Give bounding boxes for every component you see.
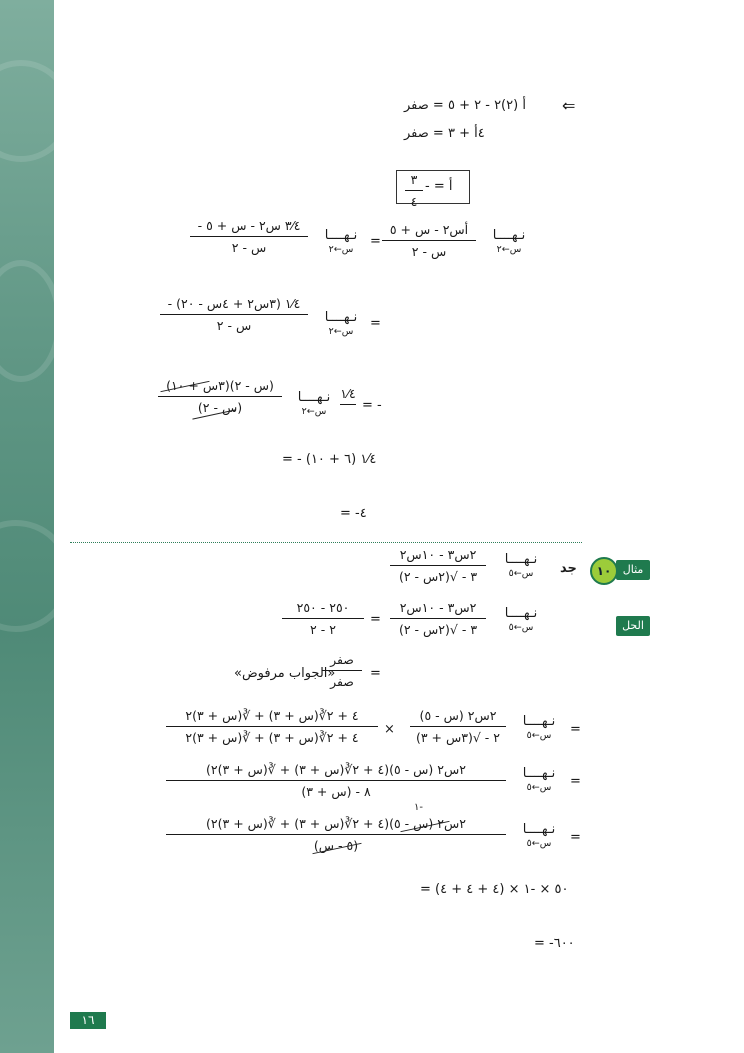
boxed-answer <box>396 170 470 209</box>
fraction-denominator: ٨ - (س + ٣) <box>301 784 371 799</box>
implication-arrow: ⇐ <box>562 96 576 115</box>
limit-symbol <box>316 310 366 337</box>
equals-sign: = <box>370 234 381 249</box>
limit-subscript: س←٥ <box>526 782 552 793</box>
limit-word: نـهــــا <box>522 714 556 729</box>
equals-minus: = - <box>362 398 382 413</box>
section-divider <box>70 542 582 543</box>
fraction-numerator: ٢٥٠ - ٢٥٠ <box>282 600 364 619</box>
limit-symbol <box>496 606 546 633</box>
fraction <box>382 222 476 259</box>
equals-sign: = <box>370 666 381 681</box>
fraction-denominator: س - ٢ <box>216 318 252 333</box>
equals-sign: = <box>370 316 381 331</box>
limit-symbol <box>514 714 564 741</box>
limit-word: نـهــــا <box>522 822 556 837</box>
fraction-numerator: ٢س٣ - ١٠س٢ <box>390 547 486 566</box>
fraction-denominator: (س - ٢) <box>197 400 243 415</box>
equation-line: أ (٢)٢ - ٢ + ٥ = صفر <box>404 98 526 113</box>
fraction-numerator: ٢س٢ (س - ٥) <box>410 708 506 727</box>
limit-word: نـهــــا <box>324 310 358 325</box>
fraction-numerator: - ١⁄٤ (٣س٢ + ٤س - ٢٠) <box>160 292 308 315</box>
limit-word: نـهــــا <box>324 228 358 243</box>
equals-sign: = <box>370 612 381 627</box>
cancel-mark: ١- <box>414 802 423 813</box>
fraction <box>282 600 364 637</box>
fraction <box>160 292 308 333</box>
fraction-denominator: (٥ - س) <box>313 838 359 853</box>
fraction <box>158 378 282 415</box>
sidebar-ring-decoration <box>0 520 72 632</box>
boxed-fraction <box>405 172 423 209</box>
limit-subscript: س←٥ <box>526 730 552 741</box>
limit-subscript: س←٥ <box>508 622 534 633</box>
solution-badge: الحل <box>616 616 650 636</box>
fraction-numerator: ٣ <box>405 172 423 191</box>
fraction <box>190 214 308 255</box>
equation-line: = -٤ <box>340 506 367 521</box>
page-number: ١٦ <box>70 1012 106 1029</box>
fraction-numerator: ٢س٢ (س - ٥)(٤ + ٢∛(س + ٣) + ∛(س + ٣)٢) <box>166 816 506 835</box>
example-badge: مثال <box>616 560 650 580</box>
find-label: جد <box>560 561 577 576</box>
limit-subscript: س←٢ <box>496 244 522 255</box>
fraction-numerator: ١⁄٤ <box>340 386 356 405</box>
limit-word: نـهــــا <box>522 766 556 781</box>
fraction-numerator: ٢س٣ - ١٠س٢ <box>390 600 486 619</box>
decorative-sidebar <box>0 0 54 1053</box>
limit-symbol <box>484 228 534 255</box>
limit-word: نـهــــا <box>492 228 526 243</box>
fraction-denominator: ٤ <box>410 194 418 209</box>
limit-symbol <box>496 552 546 579</box>
fraction-denominator: ٢ - √(٣س + ٣) <box>415 730 501 745</box>
limit-subscript: س←٢ <box>301 406 327 417</box>
sidebar-ring-decoration <box>0 60 72 162</box>
fraction <box>166 762 506 799</box>
fraction-numerator: - ٣⁄٤ س٢ - س + ٥ <box>190 214 308 237</box>
equation-line: = -٦٠٠ <box>534 936 575 951</box>
limit-symbol <box>514 766 564 793</box>
limit-symbol <box>514 822 564 849</box>
limit-word: نـهــــا <box>504 606 538 621</box>
equals-sign: = <box>570 830 581 845</box>
fraction <box>410 708 506 745</box>
coefficient-fraction <box>340 386 356 405</box>
fraction <box>390 547 486 584</box>
fraction-denominator: س - ٢ <box>411 244 447 259</box>
equation-line: ٤أ + ٣ = صفر <box>404 126 485 141</box>
fraction-numerator: (٣س + ١٠)(س - ٢) <box>158 378 282 397</box>
limit-subscript: س←٥ <box>508 568 534 579</box>
fraction-denominator: ٢ - ٢ <box>310 622 336 637</box>
fraction <box>166 708 378 745</box>
limit-subscript: س←٥ <box>526 838 552 849</box>
fraction-numerator: أس٢ - س + ٥ <box>382 222 476 241</box>
fraction-denominator: س - ٢ <box>231 240 267 255</box>
equals-sign: = <box>570 774 581 789</box>
equation-line: = - ١⁄٤ (٦ + ١٠) <box>282 452 377 467</box>
limit-subscript: س←٢ <box>328 244 354 255</box>
example-number-badge: ١٠ <box>590 557 618 585</box>
fraction-numerator: ٤ + ٢∛(س + ٣) + ∛(س + ٣)٢ <box>166 708 378 727</box>
fraction-denominator: صفر <box>330 674 354 689</box>
limit-symbol <box>316 228 366 255</box>
fraction-numerator: ٢س٢ (س - ٥)(٤ + ٢∛(س + ٣) + ∛(س + ٣)٢) <box>166 762 506 781</box>
limit-subscript: س←٢ <box>328 326 354 337</box>
fraction-denominator: ٣ - √(٢س - ٢) <box>398 569 478 584</box>
rejected-note: «الجواب مرفوض» <box>234 666 336 681</box>
fraction-denominator: ٤ + ٢∛(س + ٣) + ∛(س + ٣)٢ <box>185 730 359 745</box>
limit-word: نـهــــا <box>297 390 331 405</box>
boxed-lhs: أ = - <box>425 179 453 194</box>
limit-symbol <box>290 390 338 417</box>
fraction <box>390 600 486 637</box>
limit-word: نـهــــا <box>504 552 538 567</box>
times-sign: × <box>384 722 395 737</box>
sidebar-ring-decoration <box>0 260 62 382</box>
fraction-denominator: ٣ - √(٢س - ٢) <box>398 622 478 637</box>
equation-line: = ٥٠ × -١ × (٤ + ٤ + ٤) <box>420 882 569 897</box>
fraction-numerator: صفر <box>322 652 362 671</box>
equals-sign: = <box>570 722 581 737</box>
